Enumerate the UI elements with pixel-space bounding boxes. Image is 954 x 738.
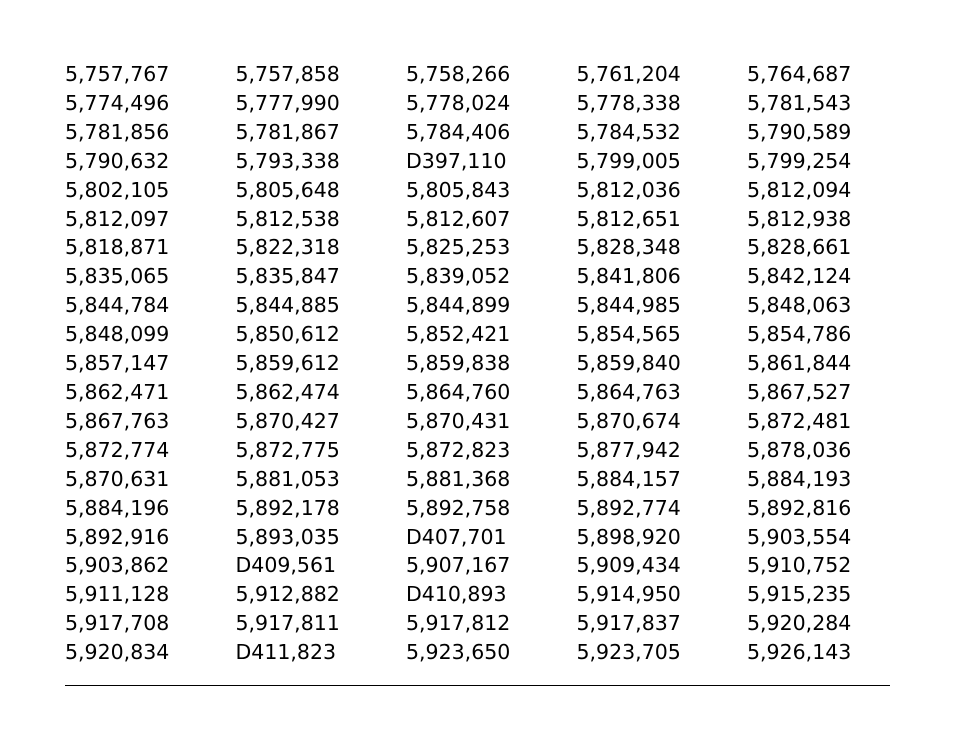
patent-number-cell: 5,926,143 (747, 640, 852, 665)
patent-number-cell: 5,848,063 (747, 293, 852, 318)
patent-number-cell: 5,881,368 (406, 466, 511, 491)
patent-number-cell: 5,909,434 (576, 553, 681, 578)
patent-number-cell: 5,903,554 (747, 524, 852, 549)
patent-number-cell: 5,857,147 (65, 351, 170, 376)
patent-number-cell: 5,915,235 (747, 582, 852, 607)
patent-number-cell: 5,777,990 (235, 90, 340, 115)
patent-number-cell: 5,878,036 (747, 437, 852, 462)
patent-number-cell: 5,852,421 (406, 322, 511, 347)
patent-number-cell: 5,917,812 (406, 611, 511, 636)
patent-number-cell: 5,839,052 (406, 264, 511, 289)
patent-number-cell: 5,870,674 (576, 408, 681, 433)
patent-number-cell: 5,844,885 (235, 293, 340, 318)
table-row (65, 320, 892, 349)
patent-number-cell: 5,892,916 (65, 524, 170, 549)
table-row (65, 262, 892, 291)
patent-number-cell: 5,799,005 (576, 148, 681, 173)
patent-number-cell: 5,893,035 (235, 524, 340, 549)
table-row (65, 523, 892, 552)
patent-number-cell: 5,781,867 (235, 119, 340, 144)
patent-number-cell: 5,784,406 (406, 119, 511, 144)
patent-number-cell: 5,862,474 (235, 379, 340, 404)
patent-number-cell: 5,842,124 (747, 264, 852, 289)
patent-number-cell: 5,907,167 (406, 553, 511, 578)
patent-number-cell: 5,870,431 (406, 408, 511, 433)
patent-number-cell: 5,892,774 (576, 495, 681, 520)
table-row (65, 465, 892, 494)
patent-number-cell: 5,910,752 (747, 553, 852, 578)
table-row (65, 580, 892, 609)
patent-number-cell: 5,914,950 (576, 582, 681, 607)
patent-number-cell: 5,812,651 (576, 206, 681, 231)
patent-number-cell: 5,884,157 (576, 466, 681, 491)
table-row (65, 609, 892, 638)
bottom-divider-line (65, 685, 890, 686)
patent-number-cell: 5,757,767 (65, 62, 170, 86)
patent-number-cell: 5,793,338 (235, 148, 340, 173)
patent-number-cell: 5,812,938 (747, 206, 852, 231)
patent-number-cell: D409,561 (235, 553, 337, 578)
patent-number-cell: 5,867,527 (747, 379, 852, 404)
patent-number-cell: 5,917,811 (235, 611, 340, 636)
patent-number-cell: 5,877,942 (576, 437, 681, 462)
patent-number-cell: 5,812,607 (406, 206, 511, 231)
patent-number-cell: 5,850,612 (235, 322, 340, 347)
patent-number-cell: 5,822,318 (235, 235, 340, 260)
patent-number-cell: 5,812,094 (747, 177, 852, 202)
patent-number-cell: 5,872,823 (406, 437, 511, 462)
table-row (65, 407, 892, 436)
patent-number-cell: 5,805,648 (235, 177, 340, 202)
patent-number-cell: 5,778,024 (406, 90, 511, 115)
patent-number-cell: 5,835,065 (65, 264, 170, 289)
patent-number-cell: 5,844,985 (576, 293, 681, 318)
patent-number-cell: 5,898,920 (576, 524, 681, 549)
patent-number-cell: 5,812,036 (576, 177, 681, 202)
patent-number-cell: 5,870,631 (65, 466, 170, 491)
patent-number-cell: 5,920,284 (747, 611, 852, 636)
patent-number-cell: 5,923,705 (576, 640, 681, 665)
patent-number-cell: 5,872,774 (65, 437, 170, 462)
patent-number-cell: 5,872,481 (747, 408, 852, 433)
patent-number-cell: 5,825,253 (406, 235, 511, 260)
patent-number-cell: 5,781,543 (747, 90, 852, 115)
patent-number-cell: 5,884,193 (747, 466, 852, 491)
patent-number-cell: 5,844,784 (65, 293, 170, 318)
patent-number-cell: 5,861,844 (747, 351, 852, 376)
patent-number-cell: D407,701 (406, 524, 507, 549)
patent-number-cell: 5,812,097 (65, 206, 170, 231)
table-row (65, 176, 892, 205)
patent-number-cell: 5,828,348 (576, 235, 681, 260)
table-row (65, 118, 892, 147)
patent-number-cell: 5,854,565 (576, 322, 681, 347)
table-row (65, 378, 892, 407)
patent-number-cell: 5,859,840 (576, 351, 681, 376)
patent-number-cell: D411,823 (235, 640, 337, 665)
patent-number-cell: 5,862,471 (65, 379, 170, 404)
patent-number-cell: 5,867,763 (65, 408, 170, 433)
patent-number-cell: 5,848,099 (65, 322, 170, 347)
patent-number-cell: 5,818,871 (65, 235, 170, 260)
patent-number-cell: 5,828,661 (747, 235, 852, 260)
patent-number-cell: 5,805,843 (406, 177, 511, 202)
patent-number-cell: 5,764,687 (747, 62, 852, 86)
table-row (65, 291, 892, 320)
patent-number-cell: 5,790,632 (65, 148, 170, 173)
table-row (65, 205, 892, 234)
patent-number-cell: 5,835,847 (235, 264, 340, 289)
patent-number-cell: 5,870,427 (235, 408, 340, 433)
table-row (65, 551, 892, 580)
patent-number-cell: 5,774,496 (65, 90, 170, 115)
patent-number-cell: 5,841,806 (576, 264, 681, 289)
patent-number-cell: 5,854,786 (747, 322, 852, 347)
patent-number-cell: 5,881,053 (235, 466, 340, 491)
patent-number-cell: 5,911,128 (65, 582, 170, 607)
patent-number-table-body (65, 60, 892, 667)
patent-number-cell: 5,917,837 (576, 611, 681, 636)
table-row (65, 233, 892, 262)
table-row (65, 638, 892, 667)
patent-number-cell: 5,859,612 (235, 351, 340, 376)
patent-number-cell: 5,892,178 (235, 495, 340, 520)
patent-number-cell: 5,802,105 (65, 177, 170, 202)
patent-number-cell: 5,844,899 (406, 293, 511, 318)
patent-number-cell: 5,920,834 (65, 640, 170, 665)
patent-number-cell: D397,110 (406, 148, 507, 173)
patent-number-cell: 5,912,882 (235, 582, 340, 607)
patent-number-cell: 5,778,338 (576, 90, 681, 115)
patent-number-cell: 5,812,538 (235, 206, 340, 231)
patent-number-cell: 5,892,758 (406, 495, 511, 520)
patent-number-cell: 5,923,650 (406, 640, 511, 665)
patent-number-cell: 5,790,589 (747, 119, 852, 144)
patent-number-cell: 5,859,838 (406, 351, 511, 376)
table-row (65, 349, 892, 378)
patent-number-cell: 5,761,204 (576, 62, 681, 86)
table-row (65, 60, 892, 89)
table-row (65, 147, 892, 176)
patent-number-cell: D410,893 (406, 582, 507, 607)
patent-number-cell: 5,872,775 (235, 437, 340, 462)
patent-number-cell: 5,757,858 (235, 62, 340, 86)
patent-number-cell: 5,884,196 (65, 495, 170, 520)
patent-number-cell: 5,799,254 (747, 148, 852, 173)
patent-number-cell: 5,903,862 (65, 553, 170, 578)
patent-number-table (65, 60, 892, 667)
table-row (65, 494, 892, 523)
patent-number-cell: 5,758,266 (406, 62, 511, 86)
patent-number-cell: 5,781,856 (65, 119, 170, 144)
patent-number-cell: 5,784,532 (576, 119, 681, 144)
table-row (65, 436, 892, 465)
patent-number-cell: 5,864,760 (406, 379, 511, 404)
patent-number-cell: 5,892,816 (747, 495, 852, 520)
patent-number-cell: 5,917,708 (65, 611, 170, 636)
patent-number-cell: 5,864,763 (576, 379, 681, 404)
table-row (65, 89, 892, 118)
